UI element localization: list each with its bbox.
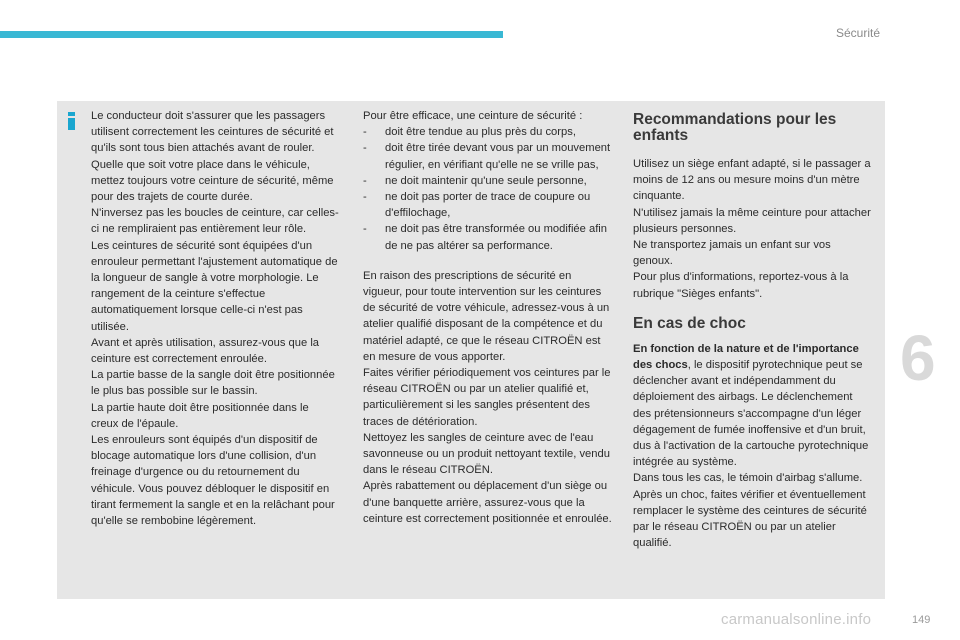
page-number: 149 [912,614,931,626]
intro-text: Pour être efficace, une ceinture de sécurité : [363,110,583,122]
paragraph: Après un choc, faites vérifier et éventuellement remplacer le système des ceintures de sécurité par le réseau CITROËN ou par un atelier qualifié. [633,488,867,550]
section-title: Sécurité [836,26,881,40]
column-seatbelt-usage [91,108,339,529]
dash-marker: - [363,126,367,139]
list-item-text: ne doit pas porter de trace de coupure ou d'effilochage, [385,191,591,220]
paragraph: Faites vérifier périodiquement vos ceintures par le réseau CITROËN ou par un atelier qualifié et, particulièrement si les sangles présentent des traces de détérioration. [363,367,611,428]
paragraph [633,341,873,471]
dash-marker: - [363,223,367,236]
dash-marker: - [363,174,367,187]
list-item [363,124,613,140]
paragraph: Pour plus d'informations, reportez-vous à la rubrique "Sièges enfants". [633,271,849,300]
list-item-text: doit être tendue au plus près du corps, [385,126,576,139]
paragraph: Avant et après utilisation, assurez-vous que la ceinture est correctement enroulée. [91,336,320,366]
paragraph: Nettoyez les sangles de ceinture avec de l'eau savonneuse ou un produit nettoyant textile, vendu dans le réseau CITROËN. [363,431,610,477]
list-item-text: doit être tirée devant vous par un mouvement régulier, en vérifiant qu'elle ne se vrille pas, [385,142,611,171]
paragraph: En raison des prescriptions de sécurité en vigueur, pour toute intervention sur les ceintures de sécurité de votre véhicule, adressez-vous à un atelier qualifié disposant de la compétence et du matériel adapté, ce que le réseau CITROËN est en mesure de vous apporter. [363,269,610,363]
info-icon [68,112,76,130]
paragraph: Le conducteur doit s'assurer que les passagers utilisent correctement les ceintures de sécurité et qu'ils sont tous bien attachés avant de rouler. [91,110,334,155]
heading-recommendations: Recommandations pour les enfants [633,111,837,144]
column-children-and-crash [633,108,873,551]
list-item [363,221,613,253]
paragraph: Après rabattement ou déplacement d'un siège ou d'une banquette arrière, assurez-vous que la ceinture est correctement positionnée et enroulée. [363,480,612,525]
paragraph: N'inversez pas les boucles de ceinture, car celles-ci ne rempliraient pas entièrement leur rôle. [91,207,339,236]
paragraph: La partie haute doit être positionnée dans le creux de l'épaule. [91,401,309,430]
list-item-text: ne doit pas être transformée ou modifiée afin de ne pas altérer sa performance. [385,223,608,252]
paragraph: Les enrouleurs sont équipés d'un dispositif de blocage automatique lors d'une collision, d'un freinage d'urgence ou du retournement du véhicule. Vous pouvez débloquer le dispositif en tirant fermement la sangle et en la relâchant pour qu'elle se rembobine légèrement. [91,434,335,528]
paragraph: Dans tous les cas, le témoin d'airbag s'allume. [633,472,863,485]
list-item-text: ne doit maintenir qu'une seule personne, [385,174,587,187]
list-item [363,140,613,172]
paragraph: Utilisez un siège enfant adapté, si le passager a moins de 12 ans ou mesure moins d'un mètre cinquante. [633,158,871,203]
heading-crash: En cas de choc [633,314,746,332]
paragraph: La partie basse de la sangle doit être positionnée le plus bas possible sur le bassin. [91,369,335,398]
paragraph: Ne transportez jamais un enfant sur vos genoux. [633,239,831,268]
paragraph-text: , le dispositif pyrotechnique peut se déclencher avant et indépendamment du déploiement des airbags. Le déclenchement des prétensionneurs s'accompagne d'un léger dégagement de fumée inoffensive et d'un bruit, dus à l'activation de la cartouche pyrotechnique intégrée au système. [633,359,869,469]
paragraph: Les ceintures de sécurité sont équipées d'un enrouleur permettant l'ajustement automatique de la longueur de sangle à votre morphologie. Le rangement de la ceinture s'effectue automatiquement lorsque celle-ci n'est pas utilisée. [91,239,338,333]
dash-marker: - [363,142,367,155]
header-accent-bar [0,31,503,38]
chapter-number: 6 [900,322,936,394]
list-item [363,173,613,189]
paragraph: Quelle que soit votre place dans le véhicule, mettez toujours votre ceinture de sécurité, même pour des trajets de courte durée. [91,158,334,204]
column-seatbelt-requirements [363,108,613,527]
paragraph: N'utilisez jamais la même ceinture pour attacher plusieurs personnes. [633,206,871,235]
list-item [363,189,613,221]
dash-marker: - [363,191,367,204]
bold-lead-in: En fonction de la nature et de l'importance des chocs [633,342,859,372]
watermark: carmanualsonline.info [721,611,872,628]
